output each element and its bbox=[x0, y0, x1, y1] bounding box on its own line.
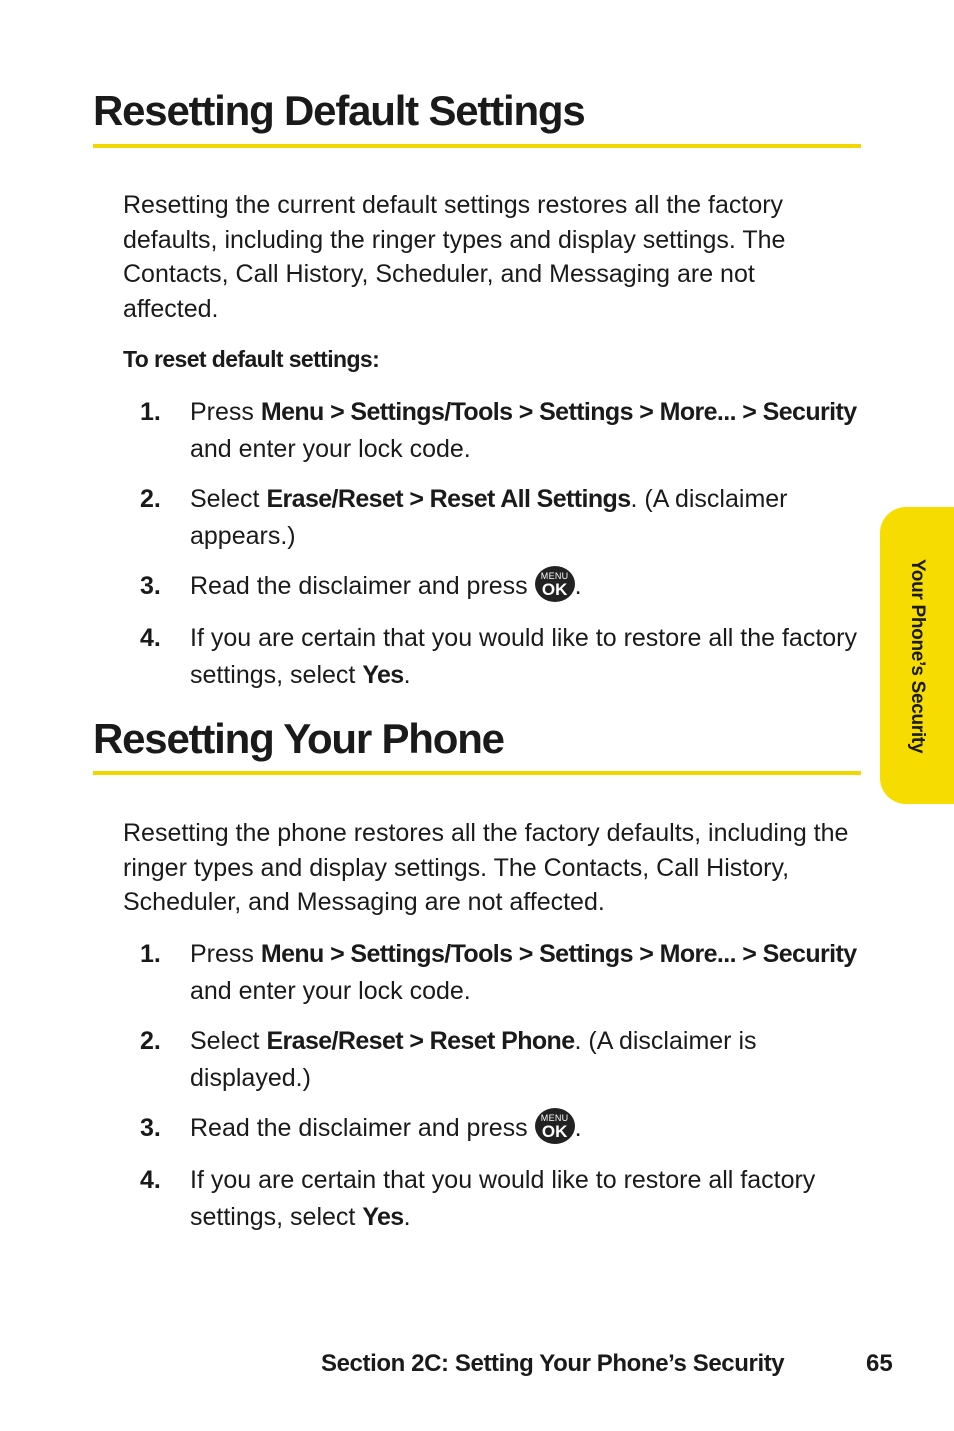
step-text: If you are certain that you would like to restore all the factory settings, select Yes. bbox=[190, 624, 858, 689]
menu-ok-key-icon: MENU OK bbox=[535, 1108, 575, 1144]
side-tab-label: Your Phone’s Security bbox=[907, 558, 928, 753]
step-text: If you are certain that you would like to restore all factory settings, select Yes. bbox=[190, 1166, 816, 1231]
footer-section-label: Section 2C: Setting Your Phone’s Security bbox=[321, 1350, 785, 1377]
step-number: 1. bbox=[140, 398, 161, 426]
step-text: Select Erase/Reset > Reset Phone. (A disclaimer is displayed.) bbox=[190, 1027, 757, 1092]
step-number: 3. bbox=[140, 1114, 161, 1142]
step-number: 4. bbox=[140, 624, 161, 652]
step-text: Select Erase/Reset > Reset All Settings. (A disclaimer appears.) bbox=[190, 485, 788, 550]
step-text: Read the disclaimer and press MENU OK . bbox=[190, 1110, 865, 1147]
menu-ok-key-icon: MENU OK bbox=[535, 566, 575, 602]
step-number: 3. bbox=[140, 572, 161, 600]
page-number: 65 bbox=[866, 1350, 893, 1377]
step-text: Read the disclaimer and press MENU OK . bbox=[190, 568, 865, 605]
title-rule bbox=[93, 144, 861, 148]
intro-paragraph: Resetting the current default settings restores all the factory defaults, including the ringer types and display settings. The Contacts, Call History, Scheduler, and Messaging are not affected. bbox=[123, 191, 786, 323]
step-text: Press Menu > Settings/Tools > Settings > More... > Security and enter your lock code. bbox=[190, 940, 857, 1005]
step-number: 2. bbox=[140, 1027, 161, 1055]
step-text: Press Menu > Settings/Tools > Settings > More... > Security and enter your lock code. bbox=[190, 398, 857, 463]
chapter-side-tab bbox=[880, 507, 954, 804]
subheading: To reset default settings: bbox=[123, 346, 380, 372]
intro-paragraph: Resetting the phone restores all the factory defaults, including the ringer types and display settings. The Contacts, Call History, Scheduler, and Messaging are not affected. bbox=[123, 819, 849, 916]
section-title-reset-defaults: Resetting Default Settings bbox=[93, 87, 585, 134]
step-number: 1. bbox=[140, 940, 161, 968]
step-number: 2. bbox=[140, 485, 161, 513]
section-title-reset-phone: Resetting Your Phone bbox=[93, 715, 504, 762]
step-number: 4. bbox=[140, 1166, 161, 1194]
title-rule bbox=[93, 771, 861, 775]
